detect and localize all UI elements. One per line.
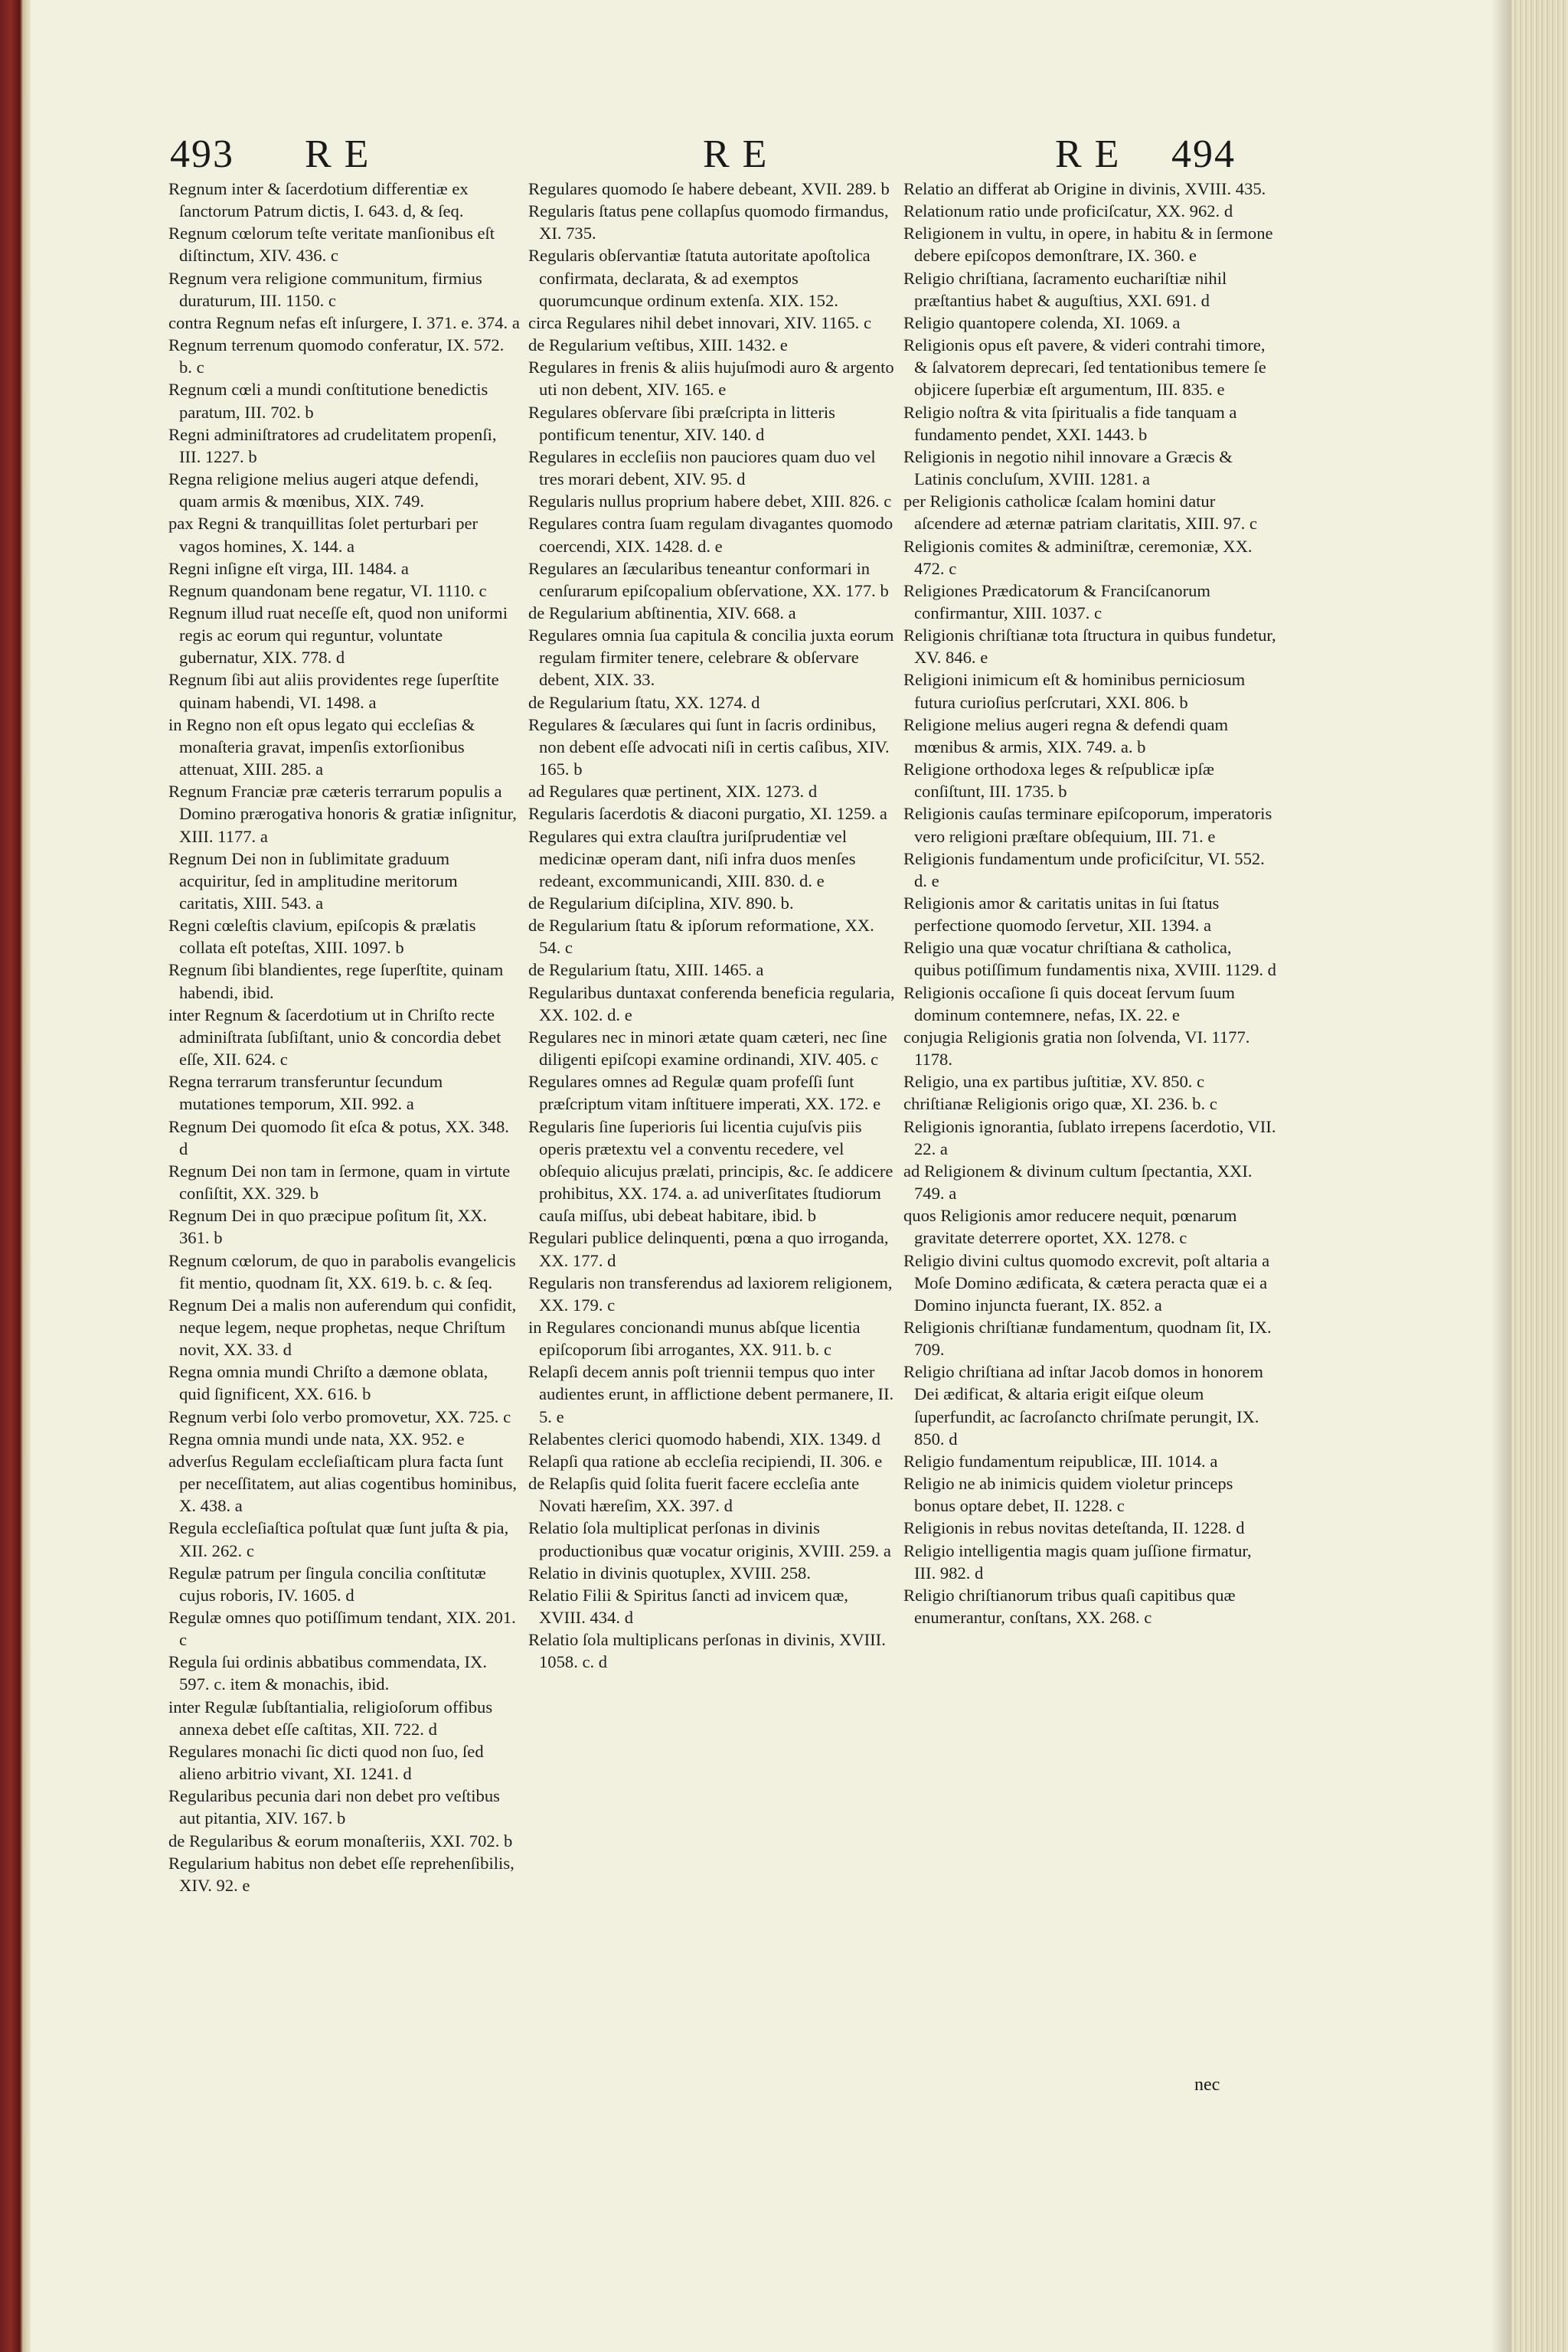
index-entry: Regni cœleſtis clavium, epiſcopis & prælatis collata eſt poteſtas, XIII. 1097. b — [168, 916, 476, 958]
index-entry: Religione melius augeri regna & defendi quam mœnibus & armis, XIX. 749. a. b — [903, 714, 1229, 756]
index-entry: Regularis ſacerdotis & diaconi purgatio, XI. 1259. a — [528, 804, 887, 824]
index-entry: de Regularium ſtatu, XIII. 1465. a — [528, 960, 764, 980]
index-entry: Religio fundamentum reipublicæ, III. 1014. a — [903, 1451, 1218, 1471]
right-page-number: 494 — [1171, 132, 1236, 176]
index-entry: de Regularium ſtatu, XX. 1274. d — [528, 692, 760, 712]
index-entry: Religionem in vultu, in opere, in habitu & in ſermone debere epiſcopos demonſtrare, IX. 360. e — [903, 224, 1273, 266]
index-entry: Regulares & ſæculares qui ſunt in ſacris ordinibus, non debent eſſe advocati niſi in certis caſibus, XIV. 165. b — [528, 714, 890, 779]
index-entry: Regna omnia mundi unde nata, XX. 952. e — [168, 1429, 465, 1449]
index-entry: Regulæ omnes quo potiſſimum tendant, XIX. 201. c — [168, 1608, 516, 1650]
index-entry: Relabentes clerici quomodo habendi, XIX. 1349. d — [528, 1429, 880, 1449]
index-entry: de Regularium ſtatu & ipſorum reformatione, XX. 54. c — [528, 916, 874, 958]
index-entry: de Regularium veſtibus, XIII. 1432. e — [528, 335, 788, 355]
index-entry: Relapſi qua ratione ab eccleſia recipiendi, II. 306. e — [528, 1451, 883, 1471]
index-entry: Regularibus pecunia dari non debet pro veſtibus aut pitantia, XIV. 167. b — [168, 1786, 500, 1828]
index-entry: Regnum Dei a malis non auferendum qui confidit, neque legem, neque prophetas, neque Chriſtum novit, XX. 33. d — [168, 1295, 517, 1360]
index-entry: Relatio an differat ab Origine in divinis, XVIII. 435. — [903, 179, 1266, 198]
index-entry: conjugia Religionis gratia non ſolvenda, VI. 1177. 1178. — [903, 1027, 1250, 1070]
index-entry: Regni adminiſtratores ad crudelitatem propenſi, III. 1227. b — [168, 424, 497, 466]
index-entry: chriſtianæ Religionis origo quæ, XI. 236. b. c — [903, 1094, 1217, 1114]
index-entry: Regnum verbi ſolo verbo promovetur, XX. 725. c — [168, 1406, 511, 1426]
index-entry: Regnum Dei in quo præcipue poſitum ſit, XX. 361. b — [168, 1206, 488, 1248]
left-page-number: 493 — [170, 132, 234, 176]
left-running-head: R E — [305, 132, 371, 176]
index-entry: Religio chriſtianorum tribus quaſi capitibus quæ enumerantur, conſtans, XX. 268. c — [903, 1585, 1236, 1627]
index-entry: Regularis ſine ſuperioris ſui licentia cujuſvis piis operis prætextu vel a conventu recedere, vel obſequio alicujus prælati, principis, &c. ſe addicere prohibitus, XX. 174. a. ad univerſitates ſtudiorum cauſa miſſus, ubi debeat habitare, ibid. b — [528, 1116, 893, 1226]
index-entry: contra Regnum nefas eſt inſurgere, I. 371. e. 374. a — [168, 312, 520, 332]
index-entry: Regularis nullus proprium habere debet, XIII. 826. c — [528, 492, 892, 511]
index-entry: Religio divini cultus quomodo excrevit, poſt altaria a Moſe Domino ædificata, & cætera peracta quæ ei a Domino injuncta fuerant, IX. 852. a — [903, 1250, 1270, 1315]
index-entry: Regnum cœlorum teſte veritate manſionibus eſt diſtinctum, XIV. 436. c — [168, 224, 495, 266]
index-entry: Regulares contra ſuam regulam divagantes quomodo coercendi, XIX. 1428. d. e — [528, 514, 893, 556]
index-entry: Regnum vera religione communitum, firmius duraturum, III. 1150. c — [168, 268, 482, 310]
index-entry: Relationum ratio unde proficiſcatur, XX. 962. d — [903, 201, 1233, 221]
index-entry: Relatio in divinis quotuplex, XVIII. 258. — [528, 1563, 811, 1583]
index-entry: Regnum Dei non in ſublimitate graduum acquiritur, ſed in amplitudine meritorum caritatis, XIII. 543. a — [168, 848, 458, 913]
index-entry: Regulares in eccleſiis non pauciores quam duo vel tres morari debent, XIV. 95. d — [528, 446, 876, 489]
index-column-right — [903, 178, 1277, 1628]
index-entry: per Religionis catholicæ ſcalam homini datur aſcendere ad æternæ patriam claritatis, XIII. 97. c — [903, 492, 1257, 534]
index-entry: Religionis cauſas terminare epiſcoporum, imperatoris vero religioni præſtare obſequium, III. 71. e — [903, 804, 1272, 846]
index-entry: Regnum quandonam bene regatur, VI. 1110. c — [168, 580, 487, 600]
index-entry: in Regulares concionandi munus abſque licentia epiſcoporum ſibi arrogantes, XX. 911. b. c — [528, 1317, 861, 1360]
index-entry: de Regularibus & eorum monaſteriis, XXI. 702. b — [168, 1831, 513, 1851]
index-entry: Religionis fundamentum unde proficiſcitur, VI. 552. d. e — [903, 848, 1265, 890]
index-entry: Regnum Dei non tam in ſermone, quam in virtute conſiſtit, XX. 329. b — [168, 1161, 511, 1204]
index-entry: Regularis obſervantiæ ſtatuta autoritate apoſtolica confirmata, declarata, & ad exemptos quorumcunque ordinum extenſa. XIX. 152. — [528, 246, 871, 310]
index-entry: Religionis chriſtianæ tota ſtructura in quibus fundetur, XV. 846. e — [903, 626, 1276, 668]
index-entry: Religionis in rebus novitas deteſtanda, II. 1228. d — [903, 1518, 1245, 1538]
index-entry: de Regularium abſtinentia, XIV. 668. a — [528, 603, 796, 622]
page-curve-shadow — [1491, 0, 1511, 2352]
index-entry: Regnum cœli a mundi conſtitutione benedictis paratum, III. 702. b — [168, 380, 488, 422]
index-entry: Regulares monachi ſic dicti quod non ſuo, ſed alieno arbitrio vivant, XI. 1241. d — [168, 1741, 484, 1784]
book-binding — [0, 0, 31, 2352]
index-entry: Religiones Prædicatorum & Franciſcanorum confirmantur, XIII. 1037. c — [903, 580, 1210, 622]
index-entry: Relatio ſola multiplicans perſonas in divinis, XVIII. 1058. c. d — [528, 1630, 886, 1672]
index-entry: Regnum Franciæ præ cæteris terrarum populis a Domino prærogativa honoris & gratiæ inſignitur, XIII. 1177. a — [168, 782, 517, 846]
index-entry: in Regno non eſt opus legato qui eccleſias & monaſteria gravat, impenſis extorſionibus attenuat, XIII. 285. a — [168, 714, 475, 779]
index-entry: Regnum terrenum quomodo conferatur, IX. 572. b. c — [168, 335, 505, 377]
index-entry: Regulares omnes ad Regulæ quam profeſſi ſunt præſcriptum vitam inſtituere imperati, XX. 172. e — [528, 1072, 881, 1114]
index-entry: Regularium habitus non debet eſſe reprehenſibilis, XIV. 92. e — [168, 1853, 514, 1895]
index-entry: Religionis chriſtianæ fundamentum, quodnam ſit, IX. 709. — [903, 1317, 1272, 1360]
index-entry: Regulares obſervare ſibi præſcripta in litteris pontificum tenentur, XIV. 140. d — [528, 402, 835, 444]
index-entry: Regula eccleſiaſtica poſtulat quæ ſunt juſta & pia, XII. 262. c — [168, 1518, 509, 1560]
index-entry: Regulares omnia ſua capitula & concilia juxta eorum regulam firmiter tenere, celebrare & obſervare debent, XIX. 33. — [528, 626, 894, 690]
index-entry: Regnum illud ruat neceſſe eſt, quod non uniformi regis ac eorum qui reguntur, voluntate gubernatur, XIX. 778. d — [168, 603, 508, 668]
index-entry: Religionis ignorantia, ſublato irrepens ſacerdotio, VII. 22. a — [903, 1116, 1276, 1158]
index-entry: Regula ſui ordinis abbatibus commendata, IX. 597. c. item & monachis, ibid. — [168, 1652, 488, 1694]
index-entry: Regna omnia mundi Chriſto a dæmone oblata, quid ſignificent, XX. 616. b — [168, 1362, 488, 1404]
index-entry: Regulari publice delinquenti, pœna a quo irroganda, XX. 177. d — [528, 1228, 889, 1270]
catchword: nec — [1194, 2075, 1220, 2095]
index-entry: Religionis in negotio nihil innovare a Græcis & Latinis concluſum, XVIII. 1281. a — [903, 446, 1233, 489]
index-entry: Regnum ſibi aut aliis providentes rege ſuperſtite quinam habendi, VI. 1498. a — [168, 670, 499, 712]
index-entry: Regnum inter & ſacerdotium differentiæ ex ſanctorum Patrum dictis, I. 643. d, & ſeq. — [168, 179, 469, 221]
right-running-head: R E — [1055, 132, 1121, 176]
page-edges — [1511, 0, 1568, 2352]
index-entry: Religio, una ex partibus juſtitiæ, XV. 850. c — [903, 1072, 1205, 1092]
index-entry: Religio quantopere colenda, XI. 1069. a — [903, 312, 1181, 332]
index-entry: Religionis comites & adminiſtræ, ceremoniæ, XX. 472. c — [903, 536, 1253, 578]
index-entry: ad Regulares quæ pertinent, XIX. 1273. d — [528, 782, 818, 802]
index-entry: inter Regnum & ſacerdotium ut in Chriſto recte adminiſtrata ſubſiſtant, unio & concordia debet eſſe, XII. 624. c — [168, 1004, 501, 1070]
index-entry: Regulares nec in minori ætate quam cæteri, nec ſine diligenti epiſcopi examine ordinandi, XIV. 405. c — [528, 1027, 887, 1070]
index-entry: de Relapſis quid ſolita fuerit facere eccleſia ante Novati hæreſim, XX. 397. d — [528, 1474, 860, 1516]
index-entry: Regularis non transferendus ad laxiorem religionem, XX. 179. c — [528, 1272, 893, 1315]
index-entry: Religio chriſtiana ad inſtar Jacob domos in honorem Dei ædificat, & altaria erigit eiſque oleum ſuperfundit, ac ſacroſancto chriſmate perungit, IX. 850. d — [903, 1362, 1263, 1449]
index-entry: ad Religionem & divinum cultum ſpectantia, XXI. 749. a — [903, 1161, 1253, 1204]
index-column-left — [168, 178, 521, 1896]
index-entry: inter Regulæ ſubſtantialia, religioſorum offibus annexa debet eſſe caſtitas, XII. 722. d — [168, 1697, 493, 1739]
center-running-head: R E — [703, 132, 769, 176]
index-entry: Regularis ſtatus pene collapſus quomodo firmandus, XI. 735. — [528, 201, 889, 243]
index-entry: Regulæ patrum per ſingula concilia conſtitutæ cujus roboris, IV. 1605. d — [168, 1563, 486, 1605]
index-entry: adverſus Regulam eccleſiaſticam plura facta ſunt per neceſſitatem, aut alias cogentibus hominibus, X. 438. a — [168, 1451, 518, 1516]
index-entry: Regulares an ſæcularibus teneantur conformari in cenſurarum epiſcopalium obſervatione, XX. 177. b — [528, 558, 889, 600]
index-entry: Regnum cœlorum, de quo in parabolis evangelicis fit mentio, quodnam ſit, XX. 619. b. c. & ſeq. — [168, 1250, 516, 1292]
index-entry: Religione orthodoxa leges & reſpublicæ ipſæ conſiſtunt, III. 1735. b — [903, 760, 1214, 802]
index-entry: Regni inſigne eſt virga, III. 1484. a — [168, 558, 409, 578]
index-entry: Religionis occaſione ſi quis doceat ſervum ſuum dominum contemnere, nefas, IX. 22. e — [903, 982, 1235, 1024]
index-entry: quos Religionis amor reducere nequit, pœnarum gravitate deterrere oportet, XX. 1278. c — [903, 1206, 1237, 1248]
index-entry: Religio noſtra & vita ſpiritualis a fide tanquam a fundamento pendet, XXI. 1443. b — [903, 402, 1237, 444]
index-entry: Regularibus duntaxat conferenda beneficia regularia, XX. 102. d. e — [528, 982, 895, 1024]
index-entry: Relapſi decem annis poſt triennii tempus quo inter audientes erunt, in afflictione debent permanere, II. 5. e — [528, 1362, 894, 1426]
index-entry: pax Regni & tranquillitas ſolet perturbari per vagos homines, X. 144. a — [168, 514, 479, 556]
index-entry: Regulares quomodo ſe habere debeant, XVII. 289. b — [528, 179, 890, 198]
index-entry: Religionis amor & caritatis unitas in ſui ſtatus perfectione quomodo ſervetur, XII. 1394. a — [903, 893, 1220, 936]
index-entry: Regulares qui extra clauſtra juriſprudentiæ vel medicinæ operam dant, niſi infra duos menſes redeant, excommunicandi, XIII. 830. d. e — [528, 826, 856, 890]
index-entry: Regnum ſibi blandientes, rege ſuperſtite, quinam habendi, ibid. — [168, 960, 504, 1002]
index-entry: Religio intelligentia magis quam juſſione firmatur, III. 982. d — [903, 1540, 1252, 1583]
index-entry: de Regularium diſciplina, XIV. 890. b. — [528, 893, 794, 913]
index-entry: Religionis opus eſt pavere, & videri contrahi timore, & ſalvatorem deprecari, ſed tentationibus temere ſe objicere ſuperbiæ eſt argumentum, III. 835. e — [903, 335, 1266, 400]
index-entry: Regulares in frenis & aliis hujuſmodi auro & argento uti non debent, XIV. 165. e — [528, 358, 894, 400]
index-entry: Religio una quæ vocatur chriſtiana & catholica, quibus potiſſimum fundamentis nixa, XVIII. 1129. d — [903, 938, 1276, 980]
index-entry: Religio chriſtiana, ſacramento euchariſtiæ nihil præſtantius habet & auguſtius, XXI. 691. d — [903, 268, 1227, 310]
index-entry: Regna religione melius augeri atque defendi, quam armis & mœnibus, XIX. 749. — [168, 469, 479, 511]
index-entry: Regnum Dei quomodo ſit eſca & potus, XX. 348. d — [168, 1116, 509, 1158]
index-entry: Religioni inimicum eſt & hominibus perniciosum futura curioſius perſcrutari, XXI. 806. b — [903, 670, 1246, 712]
index-entry: Religio ne ab inimicis quidem violetur princeps bonus optare debet, II. 1228. c — [903, 1474, 1233, 1516]
index-entry: circa Regulares nihil debet innovari, XIV. 1165. c — [528, 312, 871, 332]
index-entry: Regna terrarum transferuntur ſecundum mutationes temporum, XII. 992. a — [168, 1072, 443, 1114]
index-entry: Relatio ſola multiplicat perſonas in divinis productionibus quæ vocatur originis, XVIII. 259. a — [528, 1518, 891, 1560]
index-column-center — [528, 178, 896, 1673]
index-entry: Relatio Filii & Spiritus ſancti ad invicem quæ, XVIII. 434. d — [528, 1585, 848, 1627]
